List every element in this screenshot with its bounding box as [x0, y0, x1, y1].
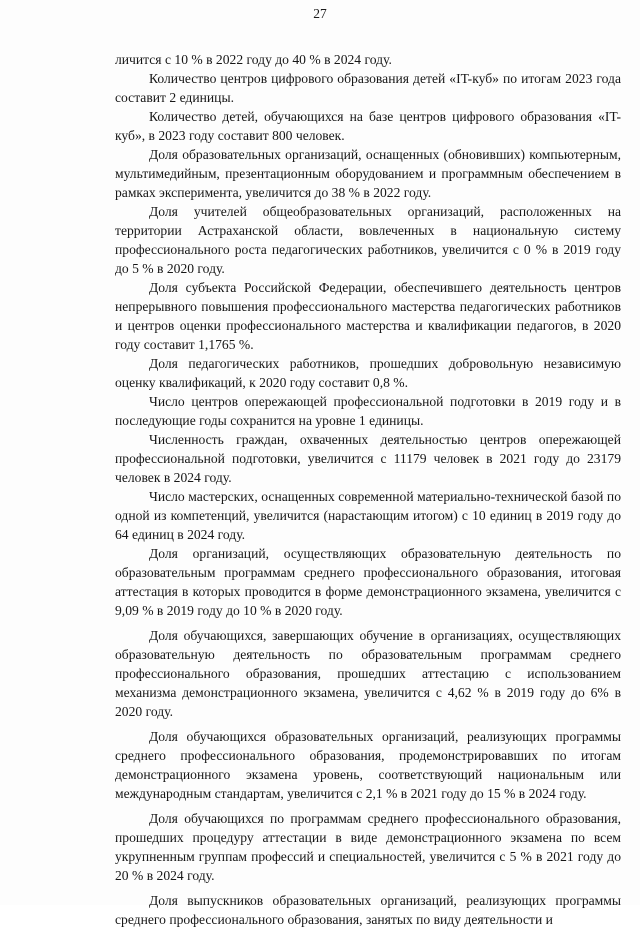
- page-number: 27: [313, 6, 327, 21]
- paragraph-workshops: Число мастерских, оснащенных современной материально-технической базой по одной из компетенций, увеличится (нарастающим итогом) с 10 единиц в 2019 году до 64 единиц в 2024 году.: [115, 489, 621, 542]
- paragraph-teachers-growth-system: Доля учителей общеобразовательных организаций, расположенных на территории Астраханской области, вовлеченных в национальную систему профессионального роста педагогических работников, увеличится с 0 % в 2019 году до 5 % в 2020 году.: [115, 204, 621, 276]
- paragraph-graduates-employed: Доля выпускников образовательных организаций, реализующих программы среднего профессионального образования, занятых по виду деятельности и: [115, 893, 621, 927]
- paragraph-demo-exam-students: Доля обучающихся, завершающих обучение в организациях, осуществляющих образовательную деятельность по образовательным программам среднего профессионального образования, прошедших аттестацию с использованием механизма демонстрационного экзамена, увеличится с 4,62 % в 2019 году до 6% в 2020 году.: [115, 628, 621, 719]
- paragraph-continuation: личится с 10 % в 2022 году до 40 % в 2024 году.: [115, 52, 392, 67]
- paragraph-demo-exam-standards: Доля обучающихся образовательных организаций, реализующих программы среднего профессионального образования, продемонстрировавших по итогам демонстрационного экзамена уровень, соответствующий национальным или международным стандартам, увеличится с 2,1 % в 2021 году до 15 % в 2024 году.: [115, 729, 621, 801]
- paragraph-demo-exam-all-groups: Доля обучающихся по программам среднего профессионального образования, прошедших процедуру аттестации в виде демонстрационного экзамена по всем укрупненным группам профессий и специальностей, увеличится с 5 % в 2021 году до 20 % в 2024 году.: [115, 811, 621, 883]
- paragraph-equipped-organizations: Доля образовательных организаций, оснащенных (обновивших) компьютерным, мультимедийным, презентационным оборудованием и программным обеспечением в рамках эксперимента, увеличится до 38 % в 2022 году.: [115, 147, 621, 200]
- document-body: [115, 50, 621, 929]
- paragraph-independent-assessment: Доля педагогических работников, прошедших добровольную независимую оценку квалификаций, к 2020 году составит 0,8 %.: [115, 356, 621, 390]
- paragraph-citizens-covered: Численность граждан, охваченных деятельностью центров опережающей профессиональной подготовки, увеличится с 11179 человек в 2021 году до 23179 человек в 2024 году.: [115, 432, 621, 485]
- paragraph-demo-exam-organizations: Доля организаций, осуществляющих образовательную деятельность по образовательным программам среднего профессионального образования, итоговая аттестация в которых проводится в форме демонстрационного экзамена, увеличится с 9,09 % в 2019 году до 10 % в 2020 году.: [115, 546, 621, 618]
- paragraph-advanced-training-centers: Число центров опережающей профессиональной подготовки в 2019 году и в последующие годы сохранится на уровне 1 единицы.: [115, 394, 621, 428]
- paragraph-it-cube-centers: Количество центров цифрового образования детей «IT-куб» по итогам 2023 года составит 2 единицы.: [115, 71, 621, 105]
- paragraph-it-cube-children: Количество детей, обучающихся на базе центров цифрового образования «IT-куб», в 2023 году составит 800 человек.: [115, 109, 621, 143]
- paragraph-subject-centers: Доля субъекта Российской Федерации, обеспечившего деятельность центров непрерывного повышения профессионального мастерства педагогических работников и центров оценки профессионального мастерства и квалификации педагогов, в 2020 году составит 1,1765 %.: [115, 280, 621, 352]
